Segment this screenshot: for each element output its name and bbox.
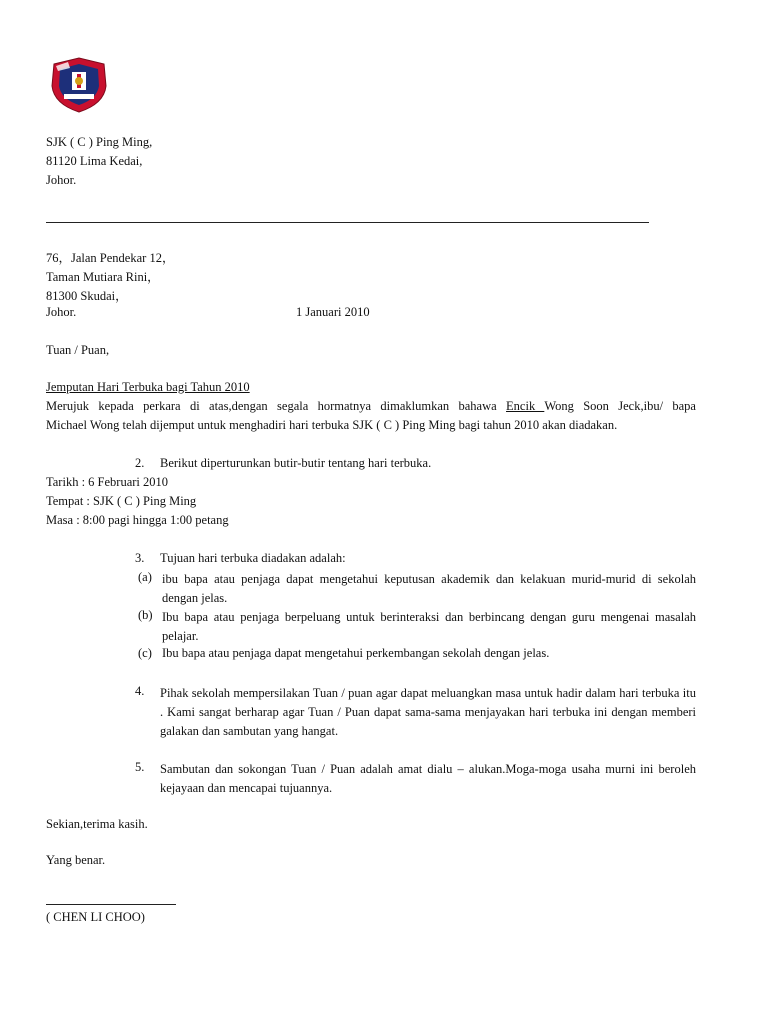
- item-5-text: Sambutan dan sokongan Tuan / Puan adalah amat dialu – alukan.Moga-moga usaha murni ini beroleh kejayaan dan mencapai tujuannya.: [160, 762, 696, 795]
- event-date: Tarikh : 6 Februari 2010: [46, 475, 169, 489]
- item-3-number: 3.: [135, 551, 145, 565]
- closing: Sekian,terima kasih.: [46, 817, 148, 831]
- item-5-number: 5.: [135, 760, 145, 774]
- school-address-line-2: 81120 Lima Kedai,: [46, 154, 143, 168]
- item-3b-text: Ibu bapa atau penjaga berpeluang untuk berinteraksi dan berbincang dengan guru mengenai masalah pelajar.: [162, 610, 696, 643]
- school-address-line-3: Johor.: [46, 173, 77, 187]
- recipient-address-line-1: 76，Jalan Pendekar 12，: [46, 251, 175, 265]
- paragraph-1-line-2: Michael Wong telah dijemput untuk menghadiri hari terbuka SJK ( C ) Ping Ming bagi tahun 2010 akan diadakan.: [46, 418, 618, 432]
- school-address-line-1: SJK ( C ) Ping Ming,: [46, 135, 153, 149]
- item-3a-label: (a): [138, 570, 152, 584]
- letterhead-divider: [46, 222, 649, 223]
- paragraph-1-line-1: [46, 399, 696, 414]
- paragraph-1-intro: Merujuk kepada perkara di atas,dengan segala hormatnya dimaklumkan bahawa: [46, 399, 507, 413]
- item-3-text: Tujuan hari terbuka diadakan adalah:: [160, 551, 346, 565]
- signatory-name: ( CHEN LI CHOO): [46, 910, 145, 924]
- item-4-text: Pihak sekolah mempersilakan Tuan / puan agar dapat meluangkan masa untuk hadir dalam hari terbuka itu . Kami sangat berharap agar Tuan / Puan dapat sama-sama menjayakan hari terbuka ini dengan memberi galakan dan sambutan yang hangat.: [160, 686, 696, 738]
- event-venue: Tempat : SJK ( C ) Ping Ming: [46, 494, 197, 508]
- item-3a-text: ibu bapa atau penjaga dapat mengetahui keputusan akademik dan kelakuan murid-murid di sekolah dengan jelas.: [162, 572, 696, 605]
- paragraph-1-name: Wong Soon Jeck,ibu/ bapa: [544, 399, 696, 413]
- item-2-text: Berikut diperturunkan butir-butir tentang hari terbuka.: [160, 456, 432, 470]
- item-4-number: 4.: [135, 684, 145, 698]
- school-crest-logo: [48, 56, 110, 114]
- title-encik: Encik: [506, 399, 545, 413]
- salutation: Tuan / Puan,: [46, 343, 110, 357]
- recipient-address-line-2: Taman Mutiara Rini，: [46, 270, 160, 284]
- recipient-address-line-3: 81300 Skudai，: [46, 289, 128, 303]
- item-3b-label: (b): [138, 608, 153, 622]
- item-3c-text: Ibu bapa atau penjaga dapat mengetahui perkembangan sekolah dengan jelas.: [162, 646, 550, 660]
- signoff: Yang benar.: [46, 853, 106, 867]
- letter-date: 1 Januari 2010: [296, 305, 370, 319]
- item-2-number: 2.: [135, 456, 145, 470]
- recipient-address-line-4: Johor.: [46, 305, 77, 319]
- item-3c-label: (c): [138, 646, 152, 660]
- letter-subject: Jemputan Hari Terbuka bagi Tahun 2010: [46, 380, 250, 394]
- event-time: Masa : 8:00 pagi hingga 1:00 petang: [46, 513, 229, 527]
- signature-line: [46, 904, 176, 905]
